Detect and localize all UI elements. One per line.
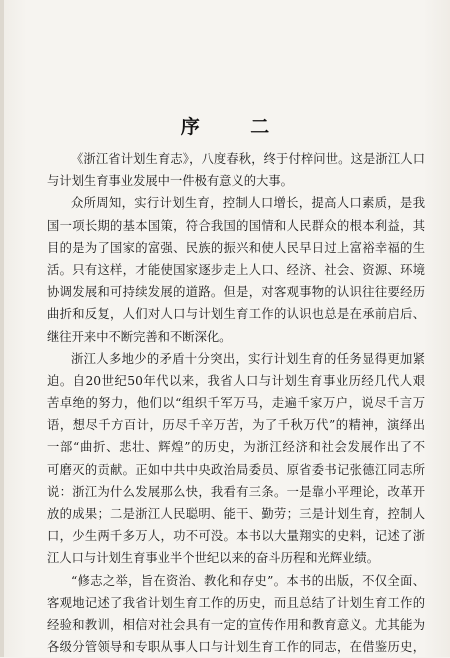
text-line: 《浙江省计划生育志》，八度春秋，终于付梓问世。这是浙江人口 bbox=[71, 152, 425, 166]
text-line: 客观地记述了我省计划生育工作的历史，而且总结了计划生育工作的 bbox=[47, 595, 425, 610]
text-line: 放的成果；二是浙江人民聪明、能干、勤劳；三是计划生育，控制人 bbox=[47, 507, 425, 521]
text-line: 可磨灭的贡献。正如中共中央政治局委员、原省委书记张德江同志所 bbox=[47, 462, 425, 477]
text-line: 协调发展和可持续发展的道路。但是，对客观事物的认识往往要经历 bbox=[47, 285, 425, 300]
text-line: 苦卓绝的努力，他们以“组织千军万马，走遍千家万户，说尽千言万 bbox=[47, 396, 425, 411]
text-line: 迫。自20世纪50年代以来，我省人口与计划生育事业历经几代人艰 bbox=[47, 373, 425, 388]
text-line: 活。只有这样，才能使国家逐步走上人口、经济、社会、资源、环境 bbox=[47, 262, 425, 277]
text-line: 众所周知，实行计划生育，控制人口增长，提高人口素质，是我 bbox=[71, 196, 425, 211]
text-line: 口，少生两千多万人，功不可没。本书以大量翔实的史料，记述了浙 bbox=[47, 529, 425, 544]
page-title: 序 二 bbox=[180, 116, 292, 138]
text-line: 语，想尽千方百计，历尽千辛万苦，为了千秋万代”的精神，演绎出 bbox=[47, 418, 425, 433]
text-line: 与计划生育事业发展中一件极有意义的大事。 bbox=[47, 174, 293, 189]
text-line: 一部“曲折、悲壮、辉煌”的历史，为浙江经济和社会发展作出了不 bbox=[47, 440, 425, 455]
text-line: 各级分管领导和专职从事人口与计划生育工作的同志，在借鉴历史， bbox=[47, 640, 425, 655]
text-line: 曲折和反复，人们对人口与计划生育工作的认识也总是在承前启后、 bbox=[47, 307, 425, 322]
text-line: 目的是为了国家的富强、民族的振兴和使人民早日过上富裕幸福的生 bbox=[47, 240, 425, 255]
text-line: 江人口与计划生育事业半个世纪以来的奋斗历程和光辉业绩。 bbox=[47, 551, 380, 566]
text-line: 继往开来中不断完善和不断深化。 bbox=[47, 329, 232, 344]
text-line: 经验和教训，相信对社会具有一定的宣传作用和教育意义。尤其能为 bbox=[47, 617, 425, 632]
text-line: 浙江人多地少的矛盾十分突出，实行计划生育的任务显得更加紧 bbox=[71, 351, 425, 366]
text-line: “修志之举，旨在资治、教化和存史”。本书的出版，不仅全面、 bbox=[71, 573, 425, 588]
text-line: 说：浙江为什么发展那么快，我看有三条。一是靠小平理论，改革开 bbox=[47, 484, 425, 499]
text-line: 国一项长期的基本国策，符合我国的国情和人民群众的根本利益，其 bbox=[47, 218, 425, 233]
scan-edge bbox=[0, 0, 4, 657]
body-text bbox=[47, 148, 425, 658]
